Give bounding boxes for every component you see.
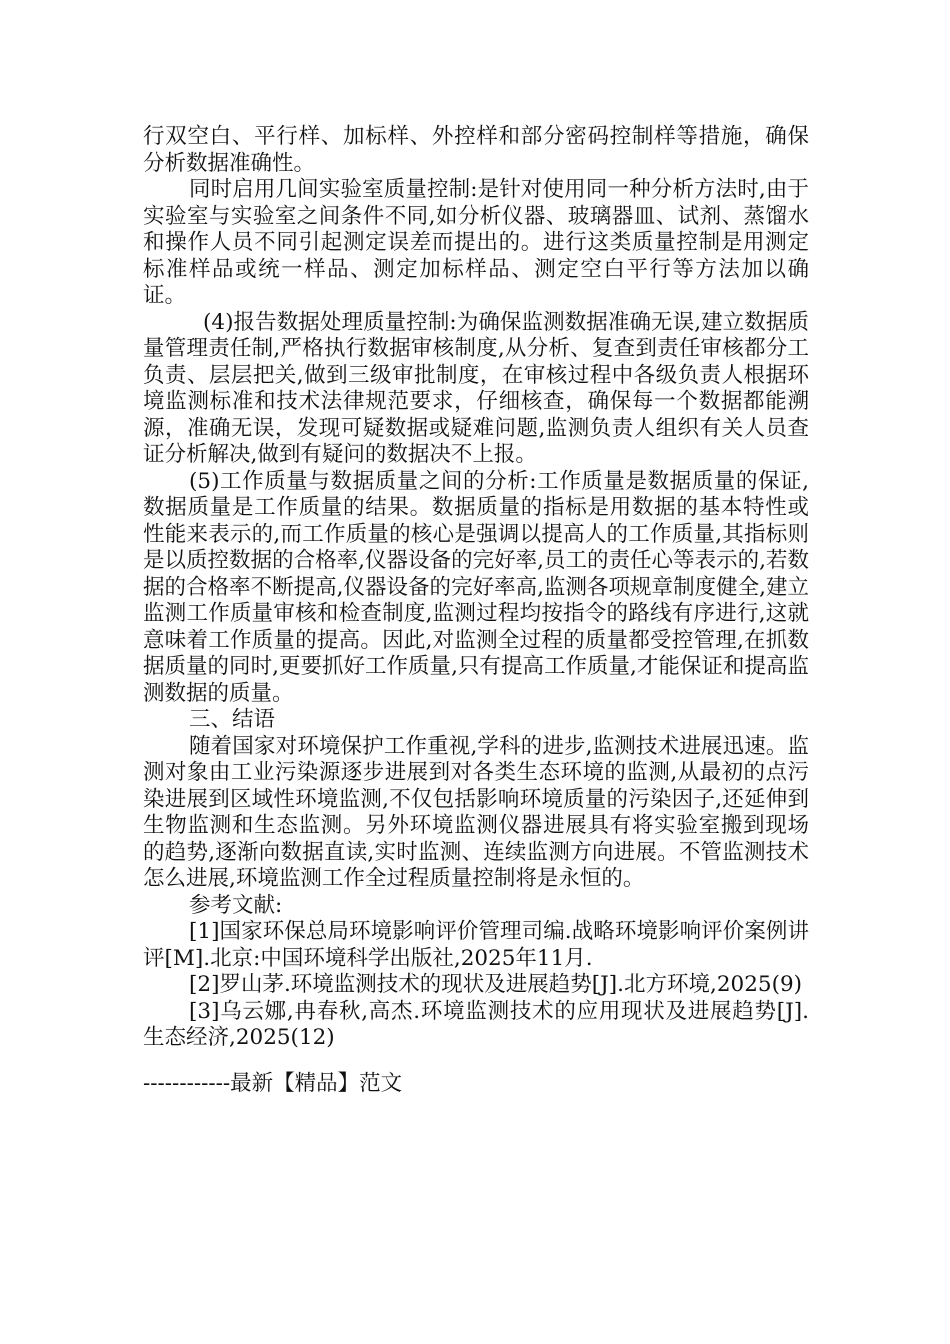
reference-item-3: [3]乌云娜,冉春秋,高杰.环境监测技术的应用现状及进展趋势[J].生态经济,2025(12) bbox=[143, 998, 809, 1050]
reference-item-2: [2]罗山茅.环境监测技术的现状及进展趋势[J].北方环境,2025(9) bbox=[189, 972, 803, 997]
reference-item-1: [1]国家环保总局环境影响评价管理司编.战略环境影响评价案例讲评[M].北京:中国环境科学出版社,2025年11月. bbox=[143, 919, 809, 971]
document-body bbox=[143, 124, 809, 1052]
paragraph-conclusion: 随着国家对环境保护工作重视,学科的进步,监测技术进展迅速。监测对象由工业污染源逐步进展到对各类生态环境的监测,从最初的点污染进展到区域性环境监测,不仅包括影响环境质量的污染因子,还延伸到生物监测和生态监测。另外环境监测仪器进展具有将实验室搬到现场的趋势,逐渐向数据直读,实时监测、连续监测方向进展。不管监测技术怎么进展,环境监测工作全过程质量控制将是永恒的。 bbox=[143, 733, 809, 891]
paragraph-work-vs-data-quality: (5)工作质量与数据质量之间的分析:工作质量是数据质量的保证,数据质量是工作质量的结果。数据质量的指标是用数据的基本特性或性能来表示的,而工作质量的核心是强调以提高人的工作质量,其指标则是以质控数据的合格率,仪器设备的完好率,员工的责任心等表示的,若数据的合格率不断提高,仪器设备的完好率高,监测各项规章制度健全,建立监测工作质量审核和检查制度,监测过程均按指令的路线有序进行,这就意味着工作质量的提高。因此,对监测全过程的质量都受控管理,在抓数据质量的同时,更要抓好工作质量,只有提高工作质量,才能保证和提高监测数据的质量。 bbox=[143, 468, 809, 706]
paragraph-report-data-quality-control: (4)报告数据处理质量控制:为确保监测数据准确无误,建立数据质量管理责任制,严格执行数据审核制度,从分析、复查到责任审核都分工负责、层层把关,做到三级审批制度，在审核过程中各级负责人根据环境监测标准和技术法律规范要求，仔细核查，确保每一个数据都能溯源，准确无误，发现可疑数据或疑难问题,监测负责人组织有关人员查证分析解决,做到有疑问的数据决不上报。 bbox=[143, 309, 809, 467]
section-heading-conclusion: 三、结语 bbox=[189, 707, 276, 732]
page-footer: ------------最新【精品】范文 bbox=[143, 1071, 403, 1096]
paragraph-continuation: 行双空白、平行样、加标样、外控样和部分密码控制样等措施，确保分析数据准确性。 bbox=[143, 124, 809, 176]
references-heading: 参考文献: bbox=[189, 892, 283, 918]
paragraph-interlab-quality-control: 同时启用几间实验室质量控制:是针对使用同一种分析方法时,由于实验室与实验室之间条件不同,如分析仪器、玻璃器皿、试剂、蒸馏水和操作人员不同引起测定误差而提出的。进行这类质量控制是用测定标准样品或统一样品、测定加标样品、测定空白平行等方法加以确证。 bbox=[143, 177, 809, 308]
